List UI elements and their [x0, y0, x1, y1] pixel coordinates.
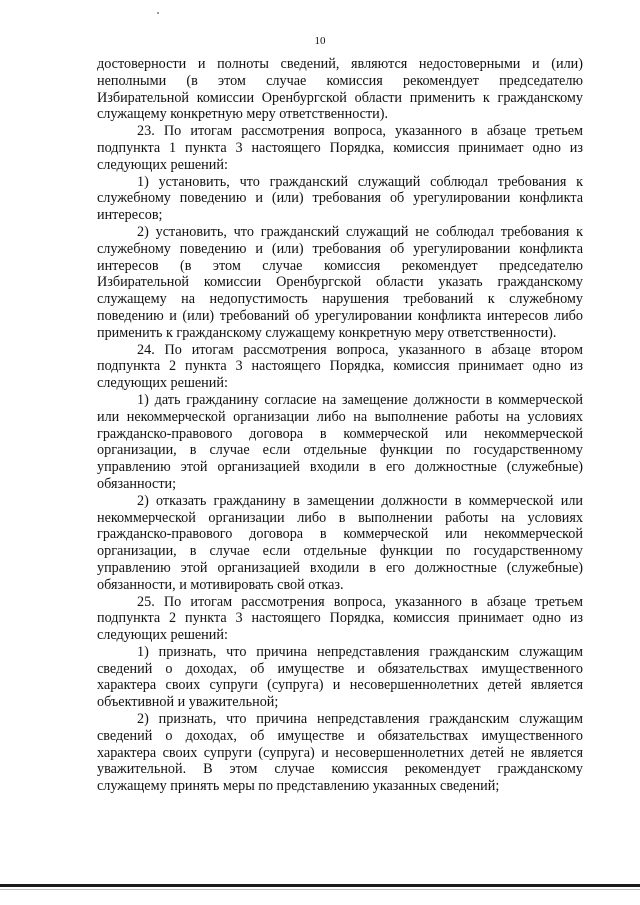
text-line: следующих решений: — [97, 627, 228, 644]
text-line: организации, в случае если отдельные функции по государственному — [97, 543, 583, 560]
text-line: служащему конкретную меру ответственности). — [97, 106, 389, 123]
text-line: 2) признать, что причина непредставления гражданским служащим — [137, 711, 583, 728]
text-line: служебному поведению и (или) требования об урегулировании конфликта — [97, 190, 583, 207]
text-line: уважительной. В этом случае комиссия рекомендует гражданскому — [97, 761, 583, 778]
text-line: сведений о доходах, об имуществе и обязательствах имущественного — [97, 727, 583, 744]
text-line: 1) установить, что гражданский служащий соблюдал требования к — [137, 173, 583, 190]
text-line: 24. По итогам рассмотрения вопроса, указанного в абзаце втором — [137, 341, 583, 358]
text-line: интересов (в этом случае комиссия рекомендует председателю — [97, 257, 583, 274]
text-line: обязанности, и мотивировать свой отказ. — [97, 576, 344, 593]
text-line: управлению этой организацией входили в его должностные (служебные) — [97, 559, 583, 576]
text-line: гражданско-правового договора в коммерческой или некоммерческой — [97, 425, 583, 442]
text-line: достоверности и полноты сведений, являются недостоверными и (или) — [97, 56, 583, 72]
page-number: 10 — [314, 35, 326, 47]
text-line: управлению этой организацией входили в его должностные (служебные) — [97, 459, 583, 476]
text-line: служащему принять меры по представлению указанных сведений; — [97, 778, 500, 795]
text-line: следующих решений: — [97, 156, 228, 173]
scan-speck — [157, 12, 159, 14]
text-line: сведений о доходах, об имуществе и обязательствах имущественного — [97, 660, 583, 677]
text-line: 2) отказать гражданину в замещении должности в коммерческой или — [137, 492, 583, 509]
text-line: следующих решений: — [97, 375, 228, 392]
text-line: 1) признать, что причина непредставления гражданским служащим — [137, 643, 583, 660]
text-line: подпункта 1 пункта 3 настоящего Порядка, комиссия принимает одно из — [97, 139, 583, 156]
scan-bottom-edge — [0, 884, 640, 887]
text-line: неполными (в этом случае комиссия рекомендует председателю — [97, 72, 583, 89]
text-line: служащему на недопустимость нарушения требований к служебному — [97, 291, 583, 308]
text-line: 25. По итогам рассмотрения вопроса, указанного в абзаце третьем — [137, 593, 583, 610]
text-line: Избирательной комиссии Оренбургской области указать гражданскому — [97, 274, 583, 291]
text-line: подпункта 2 пункта 3 настоящего Порядка, комиссия принимает одно из — [97, 610, 583, 627]
text-line: подпункта 2 пункта 3 настоящего Порядка, комиссия принимает одно из — [97, 358, 583, 375]
text-line: поведению и (или) требований об урегулировании конфликта интересов либо — [97, 307, 583, 324]
text-line: некоммерческой организации либо в выполнении работы на условиях — [97, 509, 583, 526]
text-line: или некоммерческой организации либо на выполнение работы на условиях — [97, 408, 583, 425]
text-line: служебному поведению и (или) требования об урегулировании конфликта — [97, 240, 583, 257]
text-line: характера своих супруги (супруга) и несовершеннолетних детей не является — [97, 744, 583, 761]
text-line: 1) дать гражданину согласие на замещение должности в коммерческой — [137, 391, 583, 408]
text-line: обязанности; — [97, 475, 177, 492]
text-line: объективной и уважительной; — [97, 694, 279, 711]
document-body — [97, 56, 583, 795]
text-line: Избирательной комиссии Оренбургской области применить к гражданскому — [97, 89, 583, 106]
text-line: 2) установить, что гражданский служащий не соблюдал требования к — [137, 223, 583, 240]
text-line: 23. По итогам рассмотрения вопроса, указанного в абзаце третьем — [137, 123, 583, 140]
text-line: применить к гражданскому служащему конкретную меру ответственности). — [97, 324, 557, 341]
text-line: характера своих супруги (супруга) и несовершеннолетних детей является — [97, 677, 583, 694]
text-line: интересов; — [97, 207, 163, 224]
scan-bottom-edge-faint — [0, 889, 640, 890]
text-line: организации, в случае если отдельные функции по государственному — [97, 442, 583, 459]
text-line: гражданско-правового договора в коммерческой или некоммерческой — [97, 526, 583, 543]
